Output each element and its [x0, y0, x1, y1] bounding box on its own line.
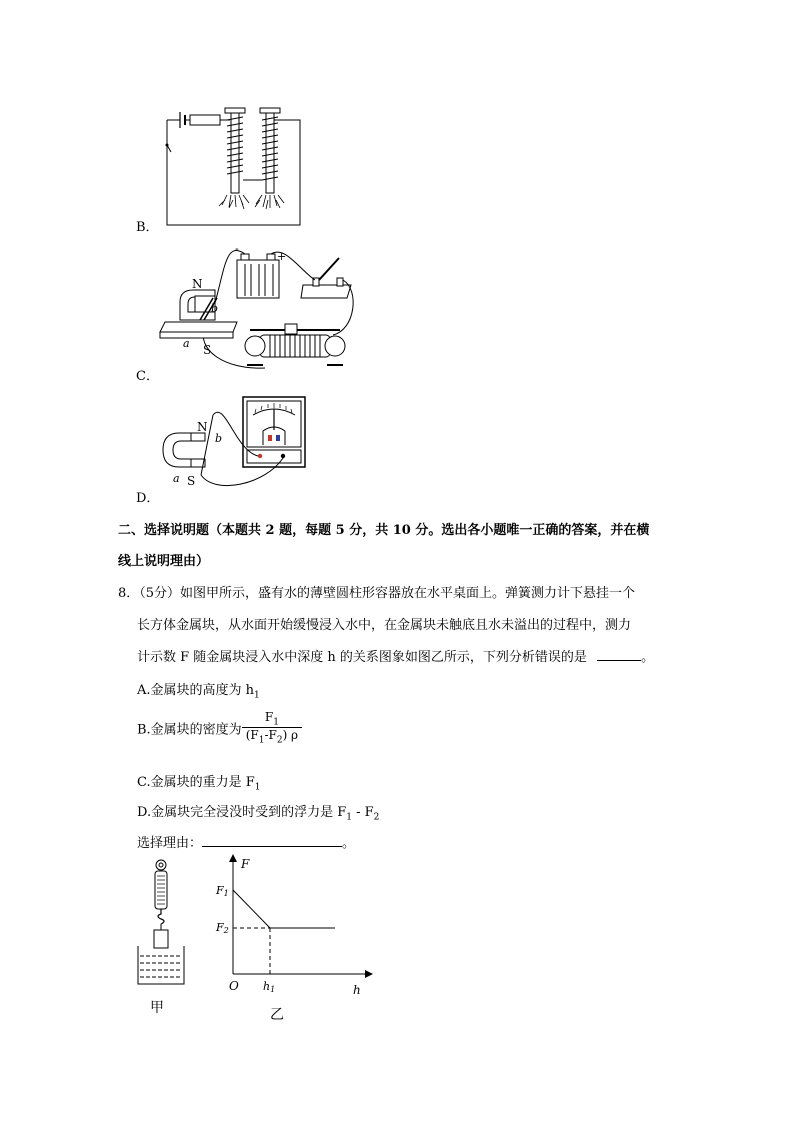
- option-c-label: C．: [136, 369, 159, 384]
- q8-stem-line1: 8．（5分）如图甲所示，盛有水的薄壁圆柱形容器放在水平桌面上。弹簧测力计下悬挂一个: [118, 586, 636, 601]
- q8-option-c-sub: 1: [254, 782, 261, 793]
- figure-yi-caption: 乙: [270, 1007, 284, 1023]
- magnet-s-label: S: [203, 343, 212, 357]
- q8-reason-line: [137, 832, 355, 851]
- q8-stem-line3: [137, 646, 654, 665]
- magnet-s-label-d: S: [187, 474, 196, 488]
- q8-stem-line3-end: 。: [641, 650, 655, 665]
- q8-answer-blank[interactable]: [597, 660, 641, 661]
- q8-stem-line3-text: 计示数 F 随金属块浸入水中深度 h 的关系图象如图乙所示，下列分析错误的是: [137, 650, 587, 665]
- q8-reason-end: 。: [342, 836, 356, 851]
- conductor-a-label-d: a: [173, 472, 180, 485]
- figure-jia-caption: 甲: [150, 1000, 164, 1016]
- conductor-a-label: a: [183, 337, 190, 350]
- section2-heading-line2: 线上说明理由）: [118, 554, 210, 569]
- q8-reason-label: 选择理由：: [137, 836, 203, 851]
- q8-stem-line2: 长方体金属块，从水面开始缓慢浸入水中，在金属块未触底且水未溢出的过程中，测力: [137, 618, 632, 633]
- figure-b-electromagnets: [155, 100, 305, 230]
- q8-option-a: [137, 679, 260, 701]
- q8-option-a-sub: 1: [254, 690, 260, 701]
- q8-option-c: [137, 771, 261, 793]
- q8-option-b-numerator: $F_1$: [242, 710, 302, 728]
- figure-yi-graph: [205, 850, 375, 1000]
- q8-option-b-fraction: [242, 710, 302, 746]
- battery-minus-label: -: [235, 242, 239, 255]
- graph-origin-label: O: [229, 979, 239, 993]
- figure-d-galvanometer: [155, 395, 330, 490]
- section2-heading-line1: 二、选择说明题（本题共 2 题，每题 5 分，共 10 分。选出各小题唯一正确的答案，并在横: [118, 523, 650, 538]
- graph-f2-label: F2: [216, 921, 229, 935]
- conductor-b-label-d: b: [215, 432, 223, 445]
- q8-option-b-text: B.金属块的密度为: [137, 722, 242, 738]
- graph-f-axis-label: F: [241, 857, 250, 871]
- graph-f1-label: F1: [216, 884, 229, 898]
- q8-option-b-denominator: $(F_1-F_2)$ ρ: [245, 728, 299, 746]
- q8-option-d: D.金属块完全浸没时受到的浮力是 $F_1 - F_2$: [137, 805, 380, 823]
- q8-option-d-text: D.金属块完全浸没时受到的浮力是 F: [137, 805, 347, 820]
- option-d-label: D．: [136, 491, 160, 506]
- q8-option-c-text: C.金属块的重力是 F: [137, 775, 255, 790]
- graph-h1-label: h1: [263, 980, 276, 994]
- magnet-n-label-d: N: [197, 420, 208, 434]
- q8-option-b: [137, 710, 302, 746]
- option-b-label: B．: [136, 220, 159, 235]
- q8-option-a-text: A.金属块的高度为 h: [137, 683, 255, 698]
- conductor-b-label: b: [211, 302, 219, 315]
- magnet-n-label: N: [192, 277, 203, 291]
- q8-reason-blank[interactable]: [202, 846, 342, 847]
- graph-h-axis-label: h: [353, 983, 361, 997]
- figure-jia-spring-scale: [135, 858, 190, 993]
- figure-c-circuit: [155, 240, 375, 380]
- battery-plus-label: +: [277, 250, 287, 263]
